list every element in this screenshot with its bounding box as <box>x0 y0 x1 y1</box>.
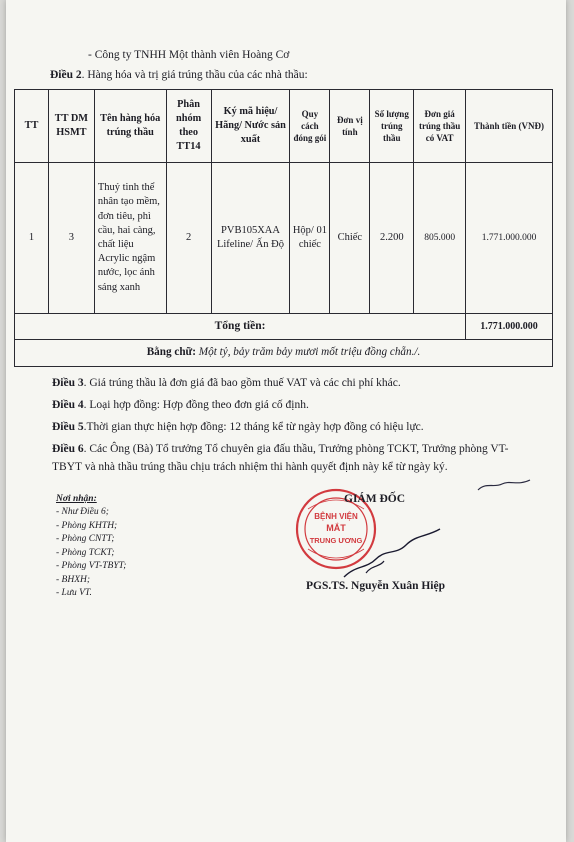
total-row <box>15 314 553 340</box>
article-2 <box>50 69 308 81</box>
recipient-item: - Phòng KHTH; <box>56 520 118 531</box>
cell-tt-dm: 3 <box>48 163 94 314</box>
recipient-item: - BHXH; <box>56 574 91 585</box>
words-cell <box>15 340 553 367</box>
recipients-heading: Nơi nhận: <box>56 494 97 504</box>
signer-name: PGS.TS. Nguyễn Xuân Hiệp <box>306 580 445 592</box>
total-label: Tổng tiền: <box>15 314 466 340</box>
article-3-text: . Giá trúng thầu là đơn giá đã bao gồm thuế VAT và các chi phí khác. <box>83 377 401 389</box>
article-3-label: Điều 3 <box>52 377 84 389</box>
col-packing: Quy cách đóng gói <box>290 90 330 163</box>
col-unit-price: Đơn giá trúng thầu có VAT <box>414 90 466 163</box>
signature-title: GIÁM ĐỐC <box>344 493 406 505</box>
recipient-item: - Phòng VT-TBYT; <box>56 561 127 572</box>
svg-text:BỆNH VIỆN: BỆNH VIỆN <box>314 512 358 521</box>
cell-quantity: 2.200 <box>370 163 414 314</box>
award-table <box>14 89 553 367</box>
col-tt-dm: TT DM HSMT <box>48 90 94 163</box>
recipient-item: - Lưu VT. <box>56 588 92 599</box>
article-6-label: Điều 6 <box>52 443 84 455</box>
cell-tt: 1 <box>15 163 49 314</box>
words-row <box>15 340 553 367</box>
article-6 <box>52 441 522 477</box>
col-code: Ký mã hiệu/ Hãng/ Nước sản xuất <box>211 90 290 163</box>
cell-unit-price: 805.000 <box>414 163 466 314</box>
col-tt: TT <box>15 90 49 163</box>
recipients-block <box>56 493 126 601</box>
svg-text:MẮT: MẮT <box>326 523 346 533</box>
initial-scribble <box>474 474 534 496</box>
company-line: - Công ty TNHH Một thành viên Hoàng Cơ <box>88 49 290 61</box>
article-5 <box>52 419 424 437</box>
table-header-row <box>15 90 553 163</box>
recipient-item: - Phòng TCKT; <box>56 547 115 558</box>
recipient-item: - Phòng CNTT; <box>56 534 115 545</box>
table-row <box>15 163 553 314</box>
cell-amount: 1.771.000.000 <box>466 163 553 314</box>
total-value: 1.771.000.000 <box>466 314 553 340</box>
words-label: Bằng chữ: <box>146 346 196 359</box>
words-value: Một tỷ, bảy trăm bảy mươi mốt triệu đồng chẵn./. <box>198 346 421 359</box>
article-6-text: . Các Ông (Bà) Tổ trưởng Tổ chuyên gia đấu thầu, Trưởng phòng TCKT, Trưởng phòng VT-TBYT và nhà thầu trúng thầu chịu trách nhiệm thi hành quyết định này kể từ ngày ký. <box>52 443 509 473</box>
col-unit: Đơn vị tính <box>330 90 370 163</box>
cell-unit: Chiếc <box>330 163 370 314</box>
recipient-item: - Như Điều 6; <box>56 507 109 518</box>
cell-name: Thuỷ tinh thể nhân tạo mềm, đơn tiêu, phì cầu, hai càng, chất liệu Acrylic ngậm nước, lọc ánh sáng xanh <box>94 163 166 314</box>
article-4 <box>52 397 309 415</box>
handwritten-signature <box>336 525 446 585</box>
article-4-label: Điều 4 <box>52 399 84 411</box>
cell-packing: Hộp/ 01 chiếc <box>290 163 330 314</box>
article-5-label: Điều 5 <box>52 421 84 433</box>
cell-code: PVB105XAA Lifeline/ Ấn Độ <box>211 163 290 314</box>
cell-group: 2 <box>166 163 211 314</box>
col-name: Tên hàng hóa trúng thầu <box>94 90 166 163</box>
article-2-label: Điều 2 <box>50 69 82 81</box>
svg-text:TRUNG ƯƠNG: TRUNG ƯƠNG <box>309 536 363 545</box>
col-quantity: Số lượng trúng thầu <box>370 90 414 163</box>
col-amount: Thành tiền (VNĐ) <box>466 90 553 163</box>
article-2-text: . Hàng hóa và trị giá trúng thầu của các nhà thầu: <box>81 69 308 81</box>
document-page <box>6 0 566 842</box>
article-3 <box>52 375 401 393</box>
article-4-text: . Loại hợp đồng: Hợp đồng theo đơn giá cố định. <box>83 399 309 411</box>
col-group: Phân nhóm theo TT14 <box>166 90 211 163</box>
article-5-text: .Thời gian thực hiện hợp đồng: 12 tháng kể từ ngày hợp đồng có hiệu lực. <box>83 421 424 433</box>
